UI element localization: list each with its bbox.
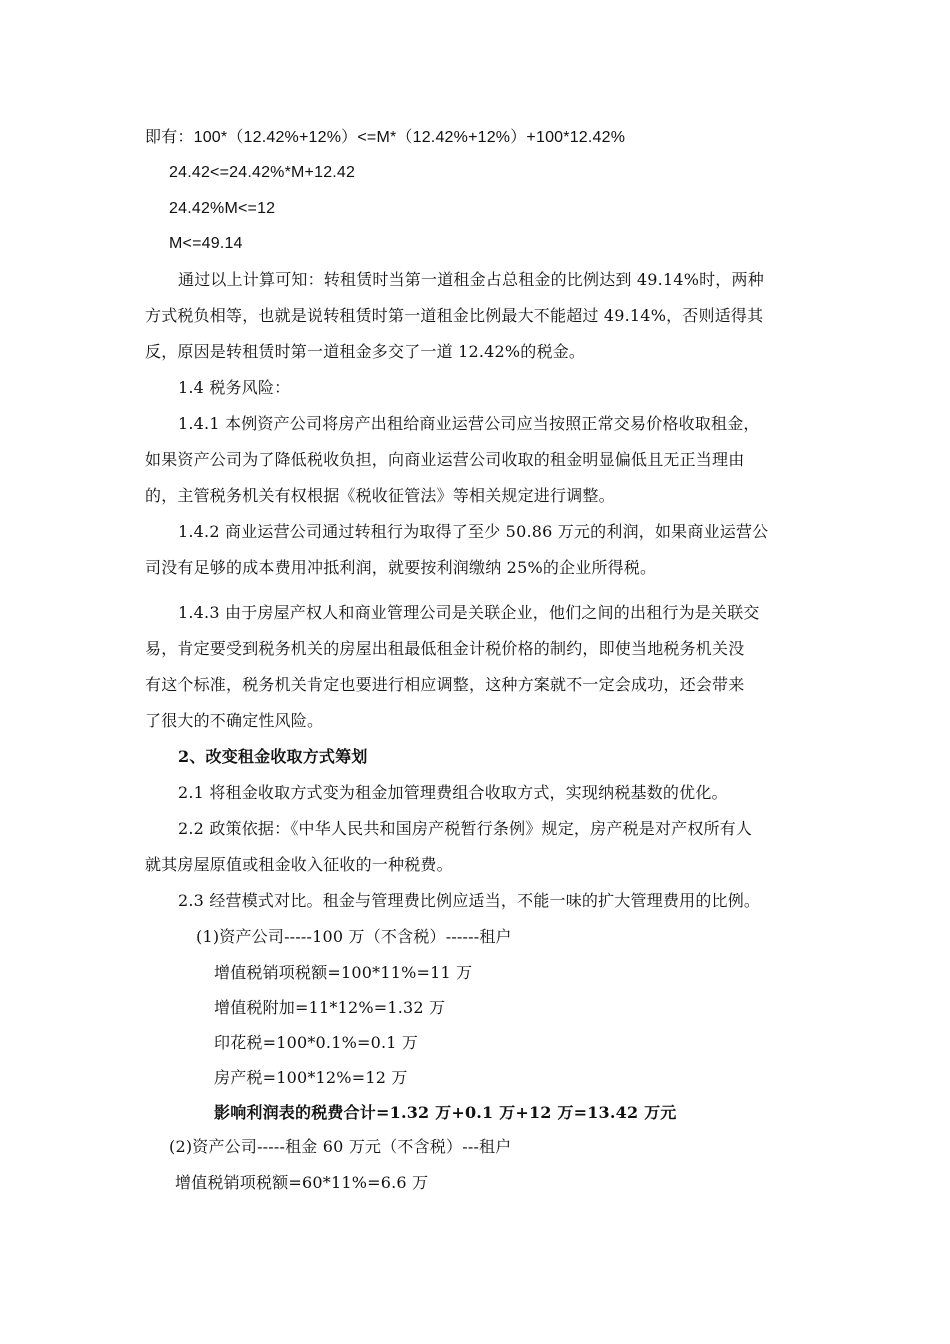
total-line: 影响利润表的税费合计=1.32 万+0.1 万+12 万=13.42 万元 [214, 1103, 677, 1122]
paragraph-line: 1.4.3 由于房屋产权人和商业管理公司是关联企业，他们之间的出租行为是关联交 [178, 603, 760, 622]
paragraph-line: 通过以上计算可知：转租赁时当第一道租金占总租金的比例达到 49.14%时，两种 [178, 270, 764, 289]
formula-line: 24.42<=24.42%*M+12.42 [169, 164, 356, 181]
formula-line: M<=49.14 [169, 235, 243, 252]
calc-line: 印花税=100*0.1%=0.1 万 [214, 1033, 419, 1052]
paragraph-line: 2.1 将租金收取方式变为租金加管理费组合收取方式，实现纳税基数的优化。 [178, 783, 728, 802]
section-heading-bold: 2、改变租金收取方式筹划 [178, 747, 368, 766]
formula-line: 24.42%M<=12 [169, 200, 276, 217]
paragraph-line: 易，肯定要受到税务机关的房屋出租最低租金计税价格的制约，即使当地税务机关没 [145, 639, 745, 658]
paragraph-line: 有这个标准，税务机关肯定也要进行相应调整，这种方案就不一定会成功，还会带来 [145, 675, 745, 694]
paragraph-line: 1.4.2 商业运营公司通过转租行为取得了至少 50.86 万元的利润，如果商业运营公 [178, 522, 769, 541]
paragraph-line: 1.4.1 本例资产公司将房产出租给商业运营公司应当按照正常交易价格收取租金， [178, 414, 760, 433]
paragraph-line: 司没有足够的成本费用冲抵利润，就要按利润缴纳 25%的企业所得税。 [145, 558, 657, 577]
paragraph-line: 2.3 经营模式对比。租金与管理费比例应适当，不能一味的扩大管理费用的比例。 [178, 891, 761, 910]
calc-line: 房产税=100*12%=12 万 [214, 1068, 408, 1087]
paragraph-line: 如果资产公司为了降低税收负担，向商业运营公司收取的租金明显偏低且无正当理由 [145, 450, 745, 469]
formula-line: 即有：100*（12.42%+12%）<=M*（12.42%+12%）+100*12.42% [145, 129, 626, 146]
case-line: (2)资产公司-----租金 60 万元（不含税）---租户 [169, 1137, 512, 1156]
section-heading: 1.4 税务风险： [178, 378, 291, 397]
paragraph-line: 2.2 政策依据：《中华人民共和国房产税暂行条例》规定，房产税是对产权所有人 [178, 819, 753, 838]
paragraph-line: 方式税负相等，也就是说转租赁时第一道租金比例最大不能超过 49.14%，否则适得其 [145, 306, 764, 325]
case-line: (1)资产公司-----100 万（不含税）------租户 [196, 927, 512, 946]
calc-line: 增值税销项税额=100*11%=11 万 [214, 963, 473, 982]
paragraph-line: 就其房屋原值或租金收入征收的一种税费。 [145, 855, 453, 874]
calc-line: 增值税销项税额=60*11%=6.6 万 [175, 1173, 429, 1192]
paragraph-line: 反，原因是转租赁时第一道租金多交了一道 12.42%的税金。 [145, 342, 586, 361]
paragraph-line: 的，主管税务机关有权根据《税收征管法》等相关规定进行调整。 [145, 486, 615, 505]
calc-line: 增值税附加=11*12%=1.32 万 [214, 998, 446, 1017]
paragraph-line: 了很大的不确定性风险。 [145, 711, 324, 730]
